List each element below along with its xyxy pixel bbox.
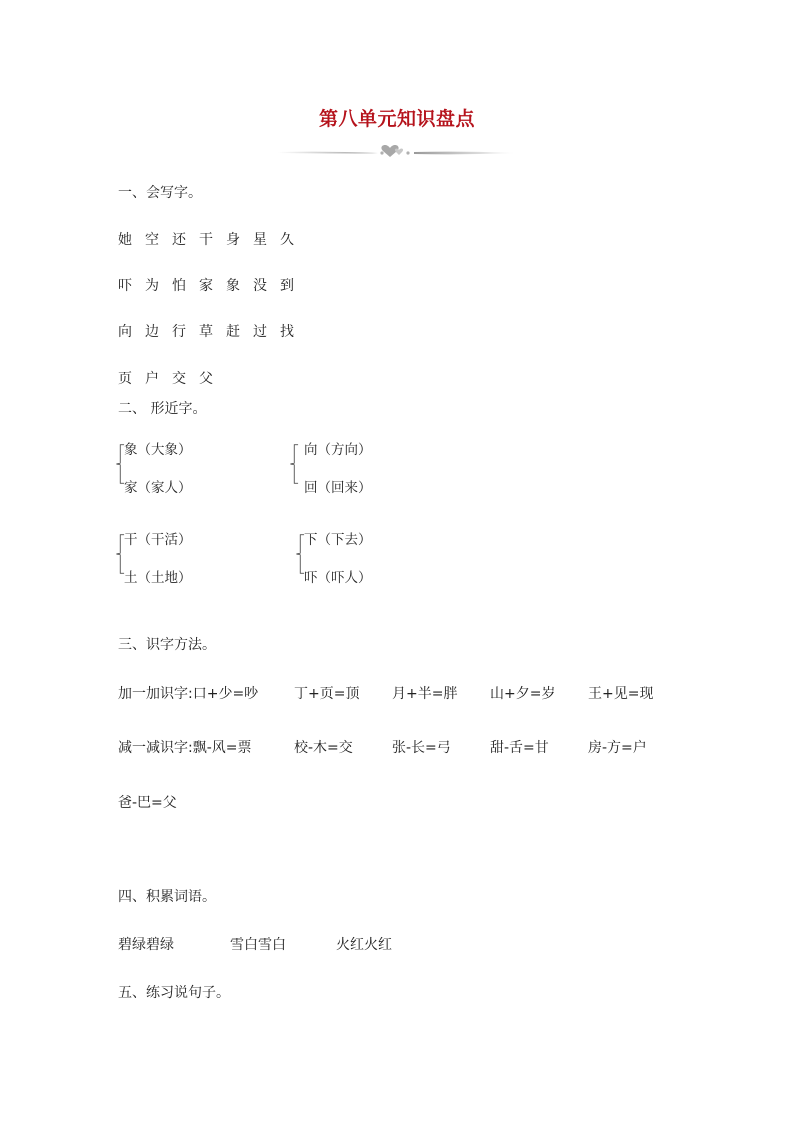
char: 过 (253, 324, 267, 340)
method-extra-item: 爸-巴=父 (118, 795, 177, 811)
section-write-heading: 一、会写字。 (118, 185, 202, 201)
char: 草 (199, 324, 213, 340)
method-add-item: 王+见=现 (588, 686, 654, 702)
section-methods-heading: 三、识字方法。 (118, 637, 216, 653)
section-sentences-heading: 五、练习说句子。 (118, 985, 230, 1001)
similar-word: 家（家人） (124, 480, 192, 496)
method-sub-item: 校-木=交 (294, 740, 353, 756)
similar-word: 下（下去） (304, 532, 372, 548)
method-add-item: 加一加识字:口+少=吵 (118, 686, 259, 702)
bracket-icon (288, 444, 302, 484)
char: 象 (226, 278, 240, 294)
char: 她 (118, 232, 132, 248)
page-title: 第八单元知识盘点 (318, 108, 475, 130)
method-sub-item: 房-方=户 (588, 740, 647, 756)
section-similar-heading: 二、 形近字。 (118, 401, 207, 417)
char: 到 (280, 278, 294, 294)
method-sub-item: 张-长=弓 (392, 740, 451, 756)
method-add-item: 丁+页=顶 (294, 686, 360, 702)
word-item: 雪白雪白 (230, 937, 286, 953)
char-row (118, 229, 307, 249)
char: 怕 (172, 278, 186, 294)
char: 行 (172, 324, 186, 340)
similar-word: 吓（吓人） (304, 570, 372, 586)
similar-word: 回（回来） (304, 480, 372, 496)
char: 找 (280, 324, 294, 340)
char: 赶 (226, 324, 240, 340)
char: 干 (199, 232, 213, 248)
char: 空 (145, 232, 159, 248)
section-words-heading: 四、积累词语。 (118, 889, 216, 905)
heart-divider-icon (278, 140, 516, 160)
char: 向 (118, 324, 132, 340)
method-add-item: 月+半=胖 (392, 686, 458, 702)
char: 身 (226, 232, 240, 248)
word-item: 碧绿碧绿 (118, 937, 174, 953)
char: 星 (253, 232, 267, 248)
char: 久 (280, 232, 294, 248)
similar-word: 象（大象） (124, 442, 192, 458)
word-item: 火红火红 (336, 937, 392, 953)
similar-word: 向（方向） (304, 442, 372, 458)
char: 还 (172, 232, 186, 248)
similar-word: 土（土地） (124, 570, 192, 586)
char: 家 (199, 278, 213, 294)
char-row (118, 275, 307, 295)
char: 交 (172, 371, 186, 387)
char: 为 (145, 278, 159, 294)
method-sub-item: 减一减识字:飘-风=票 (118, 740, 252, 756)
method-sub-item: 甜-舌=甘 (490, 740, 549, 756)
char: 边 (145, 324, 159, 340)
char-row (118, 368, 226, 388)
char: 户 (145, 371, 159, 387)
char: 吓 (118, 278, 132, 294)
char: 页 (118, 371, 132, 387)
similar-word: 干（干活） (124, 532, 192, 548)
char: 没 (253, 278, 267, 294)
method-add-item: 山+夕=岁 (490, 686, 556, 702)
char: 父 (199, 371, 213, 387)
char-row (118, 321, 307, 341)
